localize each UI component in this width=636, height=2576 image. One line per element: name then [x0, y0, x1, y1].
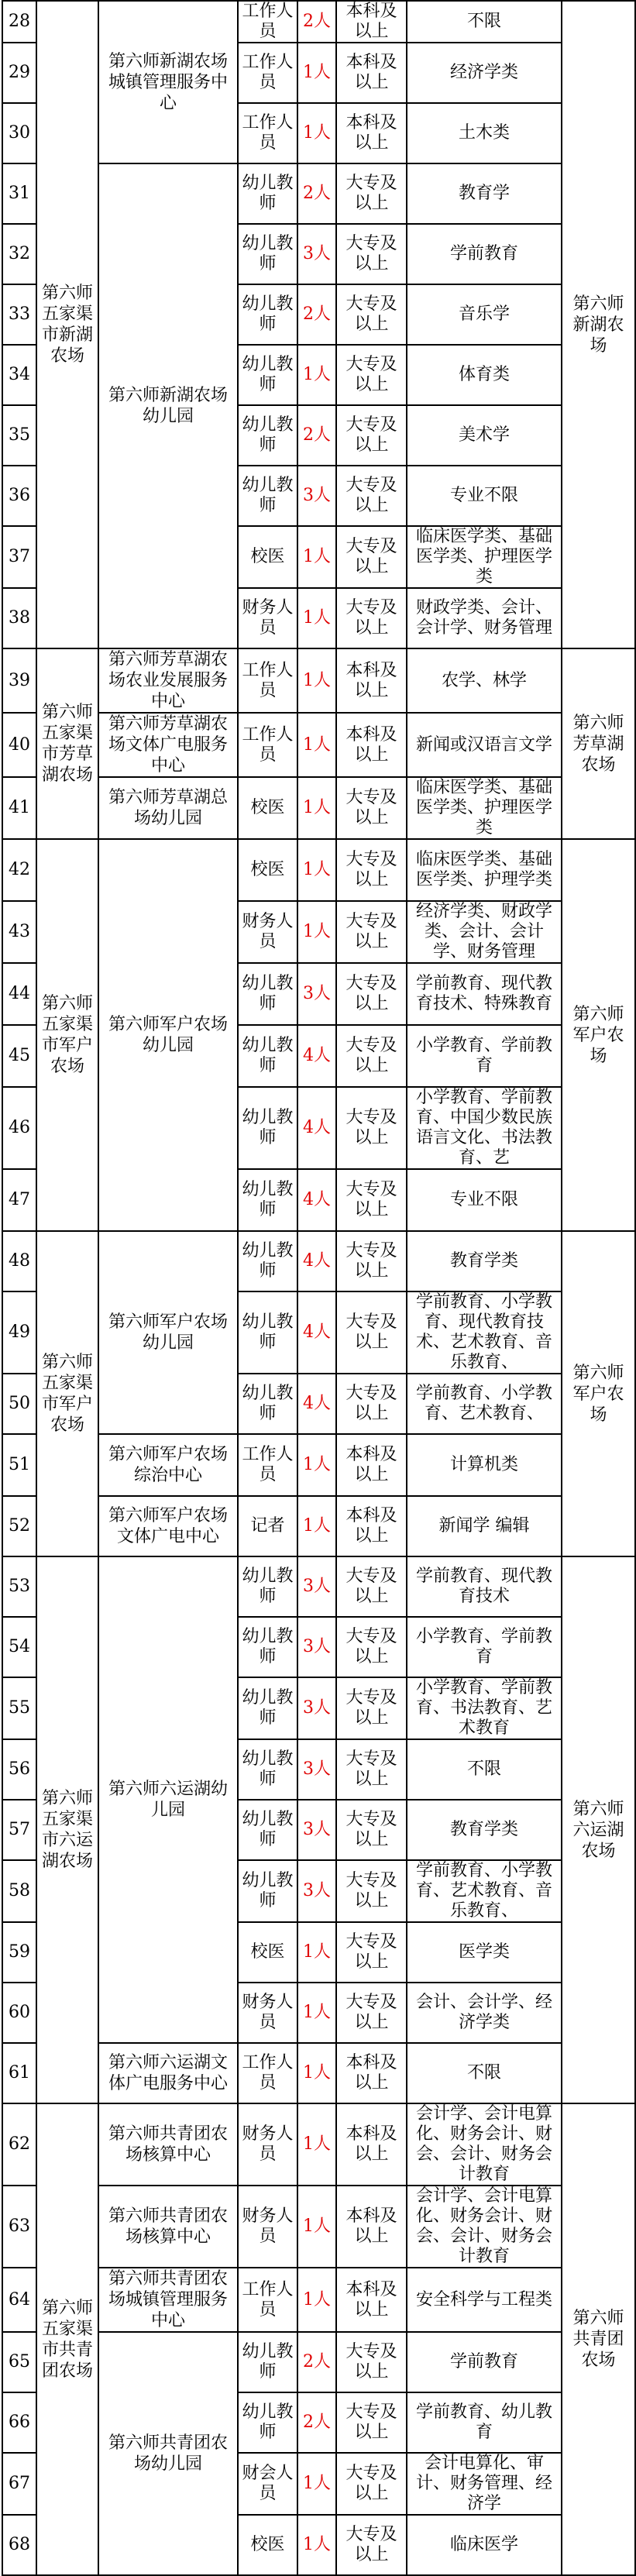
post-name: 工作人员 [238, 648, 297, 713]
row-number: 38 [2, 588, 36, 648]
major-requirement: 学前教育、现代教育技术 [407, 1556, 562, 1617]
major-requirement: 会计电算化、审计、财务管理、经济学 [407, 2453, 562, 2515]
education-requirement: 大专及以上 [336, 2453, 407, 2515]
headcount: 4人 [297, 1374, 336, 1434]
headcount: 1人 [297, 1496, 336, 1556]
major-requirement: 农学、林学 [407, 648, 562, 713]
education-requirement: 大专及以上 [336, 963, 407, 1025]
major-requirement: 小学教育、学前教育、书法教育、艺术教育 [407, 1677, 562, 1739]
department-name: 第六师军户农场 [562, 839, 635, 1231]
post-name: 工作人员 [238, 1, 297, 43]
post-name: 工作人员 [238, 2268, 297, 2332]
row-number: 36 [2, 466, 36, 526]
unit-name: 第六师芳草湖农场农业发展服务中心 [98, 648, 238, 713]
major-requirement: 体育类 [407, 345, 562, 405]
post-name: 幼儿教师 [238, 224, 297, 284]
row-number: 54 [2, 1617, 36, 1677]
major-requirement: 不限 [407, 1739, 562, 1800]
headcount: 1人 [297, 1922, 336, 1983]
headcount: 1人 [297, 648, 336, 713]
headcount: 1人 [297, 588, 336, 648]
row-number: 37 [2, 526, 36, 588]
headcount: 3人 [297, 1617, 336, 1677]
headcount: 1人 [297, 2515, 336, 2575]
education-requirement: 大专及以上 [336, 2515, 407, 2575]
major-requirement: 安全科学与工程类 [407, 2268, 562, 2332]
row-number: 48 [2, 1231, 36, 1291]
education-requirement: 大专及以上 [336, 405, 407, 466]
major-requirement: 经济学类、财政学类、会计、会计学、财务管理 [407, 901, 562, 963]
major-requirement: 会计学、会计电算化、财务会计、财会、会计、财务会计教育 [407, 2103, 562, 2186]
row-number: 47 [2, 1169, 36, 1231]
education-requirement: 大专及以上 [336, 284, 407, 345]
farm-name: 第六师五家渠市共青团农场 [36, 2103, 98, 2575]
row-number: 65 [2, 2332, 36, 2392]
unit-name: 第六师军户农场幼儿园 [98, 1231, 238, 1434]
row-number: 30 [2, 103, 36, 163]
major-requirement: 新闻或汉语言文学 [407, 713, 562, 777]
education-requirement: 大专及以上 [336, 588, 407, 648]
row-number: 39 [2, 648, 36, 713]
education-requirement: 大专及以上 [336, 1983, 407, 2043]
unit-name: 第六师芳草湖总场幼儿园 [98, 777, 238, 839]
post-name: 工作人员 [238, 2043, 297, 2103]
row-number: 52 [2, 1496, 36, 1556]
row-number: 63 [2, 2186, 36, 2268]
row-number: 35 [2, 405, 36, 466]
education-requirement: 大专及以上 [336, 839, 407, 901]
major-requirement: 不限 [407, 2043, 562, 2103]
row-number: 59 [2, 1922, 36, 1983]
department-name: 第六师芳草湖农场 [562, 648, 635, 839]
post-name: 校医 [238, 839, 297, 901]
major-requirement: 会计、会计学、经济学类 [407, 1983, 562, 2043]
row-number: 53 [2, 1556, 36, 1617]
headcount: 4人 [297, 1169, 336, 1231]
post-name: 校医 [238, 526, 297, 588]
major-requirement: 音乐学 [407, 284, 562, 345]
post-name: 幼儿教师 [238, 405, 297, 466]
department-name: 第六师共青团农场 [562, 2103, 635, 2575]
headcount: 4人 [297, 1087, 336, 1169]
post-name: 幼儿教师 [238, 1677, 297, 1739]
post-name: 幼儿教师 [238, 345, 297, 405]
education-requirement: 本科及以上 [336, 2186, 407, 2268]
headcount: 2人 [297, 2392, 336, 2453]
unit-name: 第六师军户农场文体广电中心 [98, 1496, 238, 1556]
headcount: 2人 [297, 1, 336, 43]
major-requirement: 专业不限 [407, 466, 562, 526]
headcount: 3人 [297, 963, 336, 1025]
major-requirement: 小学教育、学前教育、中国少数民族语言文化、书法教育、艺 [407, 1087, 562, 1169]
post-name: 幼儿教师 [238, 1291, 297, 1374]
row-number: 62 [2, 2103, 36, 2186]
table-row [2, 1556, 635, 1617]
education-requirement: 大专及以上 [336, 1922, 407, 1983]
table-row [2, 1, 635, 43]
unit-name: 第六师共青团农场核算中心 [98, 2186, 238, 2268]
table-row [2, 1231, 635, 1291]
post-name: 财务人员 [238, 2103, 297, 2186]
headcount: 3人 [297, 1677, 336, 1739]
headcount: 1人 [297, 2186, 336, 2268]
row-number: 42 [2, 839, 36, 901]
major-requirement: 临床医学类、基础医学类、护理医学类 [407, 777, 562, 839]
education-requirement: 大专及以上 [336, 1374, 407, 1434]
headcount: 1人 [297, 2268, 336, 2332]
major-requirement: 经济学类 [407, 43, 562, 103]
farm-name: 第六师五家渠市军户农场 [36, 1231, 98, 1556]
farm-name: 第六师五家渠市新湖农场 [36, 1, 98, 648]
table-row [2, 839, 635, 901]
unit-name: 第六师共青团农场幼儿园 [98, 2332, 238, 2575]
major-requirement: 学前教育、小学教育、现代教育技术、艺术教育、音乐教育、 [407, 1291, 562, 1374]
education-requirement: 本科及以上 [336, 2043, 407, 2103]
major-requirement: 小学教育、学前教育 [407, 1025, 562, 1087]
post-name: 财会人员 [238, 2453, 297, 2515]
headcount: 4人 [297, 1231, 336, 1291]
headcount: 2人 [297, 405, 336, 466]
major-requirement: 学前教育、现代教育技术、特殊教育 [407, 963, 562, 1025]
major-requirement: 财政学类、会计、会计学、财务管理 [407, 588, 562, 648]
post-name: 幼儿教师 [238, 1087, 297, 1169]
headcount: 2人 [297, 284, 336, 345]
row-number: 41 [2, 777, 36, 839]
education-requirement: 本科及以上 [336, 648, 407, 713]
department-name: 第六师新湖农场 [562, 1, 635, 648]
education-requirement: 大专及以上 [336, 163, 407, 224]
headcount: 4人 [297, 1025, 336, 1087]
row-number: 61 [2, 2043, 36, 2103]
department-name: 第六师六运湖农场 [562, 1556, 635, 2103]
headcount: 2人 [297, 2332, 336, 2392]
post-name: 幼儿教师 [238, 1800, 297, 1860]
education-requirement: 大专及以上 [336, 1860, 407, 1922]
education-requirement: 大专及以上 [336, 224, 407, 284]
headcount: 3人 [297, 1860, 336, 1922]
post-name: 财务人员 [238, 2186, 297, 2268]
post-name: 财务人员 [238, 588, 297, 648]
post-name: 财务人员 [238, 901, 297, 963]
education-requirement: 大专及以上 [336, 1291, 407, 1374]
headcount: 3人 [297, 1800, 336, 1860]
headcount: 3人 [297, 466, 336, 526]
row-number: 31 [2, 163, 36, 224]
post-name: 工作人员 [238, 1434, 297, 1496]
post-name: 幼儿教师 [238, 1231, 297, 1291]
row-number: 55 [2, 1677, 36, 1739]
major-requirement: 学前教育、小学教育、艺术教育、 [407, 1374, 562, 1434]
education-requirement: 大专及以上 [336, 1556, 407, 1617]
major-requirement: 学前教育、幼儿教育 [407, 2392, 562, 2453]
major-requirement: 计算机类 [407, 1434, 562, 1496]
row-number: 57 [2, 1800, 36, 1860]
major-requirement: 学前教育 [407, 2332, 562, 2392]
post-name: 幼儿教师 [238, 2392, 297, 2453]
education-requirement: 大专及以上 [336, 1800, 407, 1860]
table-row [2, 648, 635, 713]
post-name: 幼儿教师 [238, 1860, 297, 1922]
unit-name: 第六师芳草湖农场文体广电服务中心 [98, 713, 238, 777]
headcount: 1人 [297, 901, 336, 963]
row-number: 64 [2, 2268, 36, 2332]
post-name: 幼儿教师 [238, 284, 297, 345]
table-body [2, 1, 635, 2575]
post-name: 幼儿教师 [238, 1025, 297, 1087]
post-name: 工作人员 [238, 43, 297, 103]
education-requirement: 大专及以上 [336, 2332, 407, 2392]
headcount: 1人 [297, 43, 336, 103]
headcount: 1人 [297, 2453, 336, 2515]
row-number: 32 [2, 224, 36, 284]
row-number: 33 [2, 284, 36, 345]
major-requirement: 临床医学 [407, 2515, 562, 2575]
row-number: 66 [2, 2392, 36, 2453]
row-number: 51 [2, 1434, 36, 1496]
headcount: 2人 [297, 163, 336, 224]
row-number: 50 [2, 1374, 36, 1434]
unit-name: 第六师六运湖文体广电服务中心 [98, 2043, 238, 2103]
farm-name: 第六师五家渠市芳草湖农场 [36, 648, 98, 839]
post-name: 幼儿教师 [238, 466, 297, 526]
farm-name: 第六师五家渠市军户农场 [36, 839, 98, 1231]
row-number: 58 [2, 1860, 36, 1922]
education-requirement: 大专及以上 [336, 777, 407, 839]
major-requirement: 学前教育、小学教育、艺术教育、音乐教育、 [407, 1860, 562, 1922]
headcount: 1人 [297, 839, 336, 901]
major-requirement: 小学教育、学前教育 [407, 1617, 562, 1677]
row-number: 60 [2, 1983, 36, 2043]
education-requirement: 大专及以上 [336, 1025, 407, 1087]
education-requirement: 大专及以上 [336, 466, 407, 526]
unit-name: 第六师军户农场综治中心 [98, 1434, 238, 1496]
unit-name: 第六师六运湖幼儿园 [98, 1556, 238, 2043]
table-row [2, 2103, 635, 2186]
post-name: 幼儿教师 [238, 1556, 297, 1617]
education-requirement: 本科及以上 [336, 1434, 407, 1496]
post-name: 财务人员 [238, 1983, 297, 2043]
row-number: 43 [2, 901, 36, 963]
post-name: 校医 [238, 1922, 297, 1983]
unit-name: 第六师军户农场幼儿园 [98, 839, 238, 1231]
post-name: 工作人员 [238, 713, 297, 777]
post-name: 幼儿教师 [238, 163, 297, 224]
row-number: 46 [2, 1087, 36, 1169]
recruitment-table [2, 0, 636, 2576]
post-name: 记者 [238, 1496, 297, 1556]
education-requirement: 大专及以上 [336, 2392, 407, 2453]
unit-name: 第六师共青团农场核算中心 [98, 2103, 238, 2186]
major-requirement: 不限 [407, 1, 562, 43]
row-number: 45 [2, 1025, 36, 1087]
post-name: 幼儿教师 [238, 1739, 297, 1800]
headcount: 1人 [297, 777, 336, 839]
education-requirement: 大专及以上 [336, 1169, 407, 1231]
education-requirement: 大专及以上 [336, 901, 407, 963]
education-requirement: 本科及以上 [336, 1, 407, 43]
headcount: 1人 [297, 1434, 336, 1496]
row-number: 34 [2, 345, 36, 405]
major-requirement: 临床医学类、基础医学类、护理医学类 [407, 526, 562, 588]
post-name: 幼儿教师 [238, 1169, 297, 1231]
major-requirement: 教育学类 [407, 1800, 562, 1860]
row-number: 28 [2, 1, 36, 43]
headcount: 1人 [297, 1983, 336, 2043]
row-number: 67 [2, 2453, 36, 2515]
education-requirement: 大专及以上 [336, 1739, 407, 1800]
headcount: 1人 [297, 2103, 336, 2186]
education-requirement: 本科及以上 [336, 2268, 407, 2332]
major-requirement: 教育学 [407, 163, 562, 224]
education-requirement: 大专及以上 [336, 345, 407, 405]
major-requirement: 专业不限 [407, 1169, 562, 1231]
post-name: 幼儿教师 [238, 1617, 297, 1677]
post-name: 校医 [238, 777, 297, 839]
unit-name: 第六师新湖农场城镇管理服务中心 [98, 1, 238, 163]
headcount: 3人 [297, 1739, 336, 1800]
major-requirement: 新闻学 编辑 [407, 1496, 562, 1556]
row-number: 40 [2, 713, 36, 777]
education-requirement: 大专及以上 [336, 1087, 407, 1169]
post-name: 幼儿教师 [238, 963, 297, 1025]
education-requirement: 本科及以上 [336, 43, 407, 103]
post-name: 工作人员 [238, 103, 297, 163]
headcount: 1人 [297, 345, 336, 405]
major-requirement: 学前教育 [407, 224, 562, 284]
major-requirement: 土木类 [407, 103, 562, 163]
row-number: 49 [2, 1291, 36, 1374]
major-requirement: 教育学类 [407, 1231, 562, 1291]
headcount: 1人 [297, 526, 336, 588]
major-requirement: 美术学 [407, 405, 562, 466]
education-requirement: 本科及以上 [336, 103, 407, 163]
education-requirement: 大专及以上 [336, 526, 407, 588]
education-requirement: 大专及以上 [336, 1617, 407, 1677]
farm-name: 第六师五家渠市六运湖农场 [36, 1556, 98, 2103]
education-requirement: 大专及以上 [336, 1677, 407, 1739]
headcount: 1人 [297, 713, 336, 777]
department-name: 第六师军户农场 [562, 1231, 635, 1556]
education-requirement: 本科及以上 [336, 2103, 407, 2186]
row-number: 68 [2, 2515, 36, 2575]
post-name: 校医 [238, 2515, 297, 2575]
row-number: 56 [2, 1739, 36, 1800]
major-requirement: 会计学、会计电算化、财务会计、财会、会计、财务会计教育 [407, 2186, 562, 2268]
headcount: 1人 [297, 103, 336, 163]
headcount: 1人 [297, 2043, 336, 2103]
row-number: 44 [2, 963, 36, 1025]
headcount: 3人 [297, 1556, 336, 1617]
major-requirement: 医学类 [407, 1922, 562, 1983]
post-name: 幼儿教师 [238, 2332, 297, 2392]
headcount: 3人 [297, 224, 336, 284]
major-requirement: 临床医学类、基础医学类、护理学类 [407, 839, 562, 901]
row-number: 29 [2, 43, 36, 103]
unit-name: 第六师共青团农场城镇管理服务中心 [98, 2268, 238, 2332]
education-requirement: 大专及以上 [336, 1231, 407, 1291]
education-requirement: 本科及以上 [336, 713, 407, 777]
headcount: 4人 [297, 1291, 336, 1374]
education-requirement: 本科及以上 [336, 1496, 407, 1556]
unit-name: 第六师新湖农场幼儿园 [98, 163, 238, 648]
post-name: 幼儿教师 [238, 1374, 297, 1434]
